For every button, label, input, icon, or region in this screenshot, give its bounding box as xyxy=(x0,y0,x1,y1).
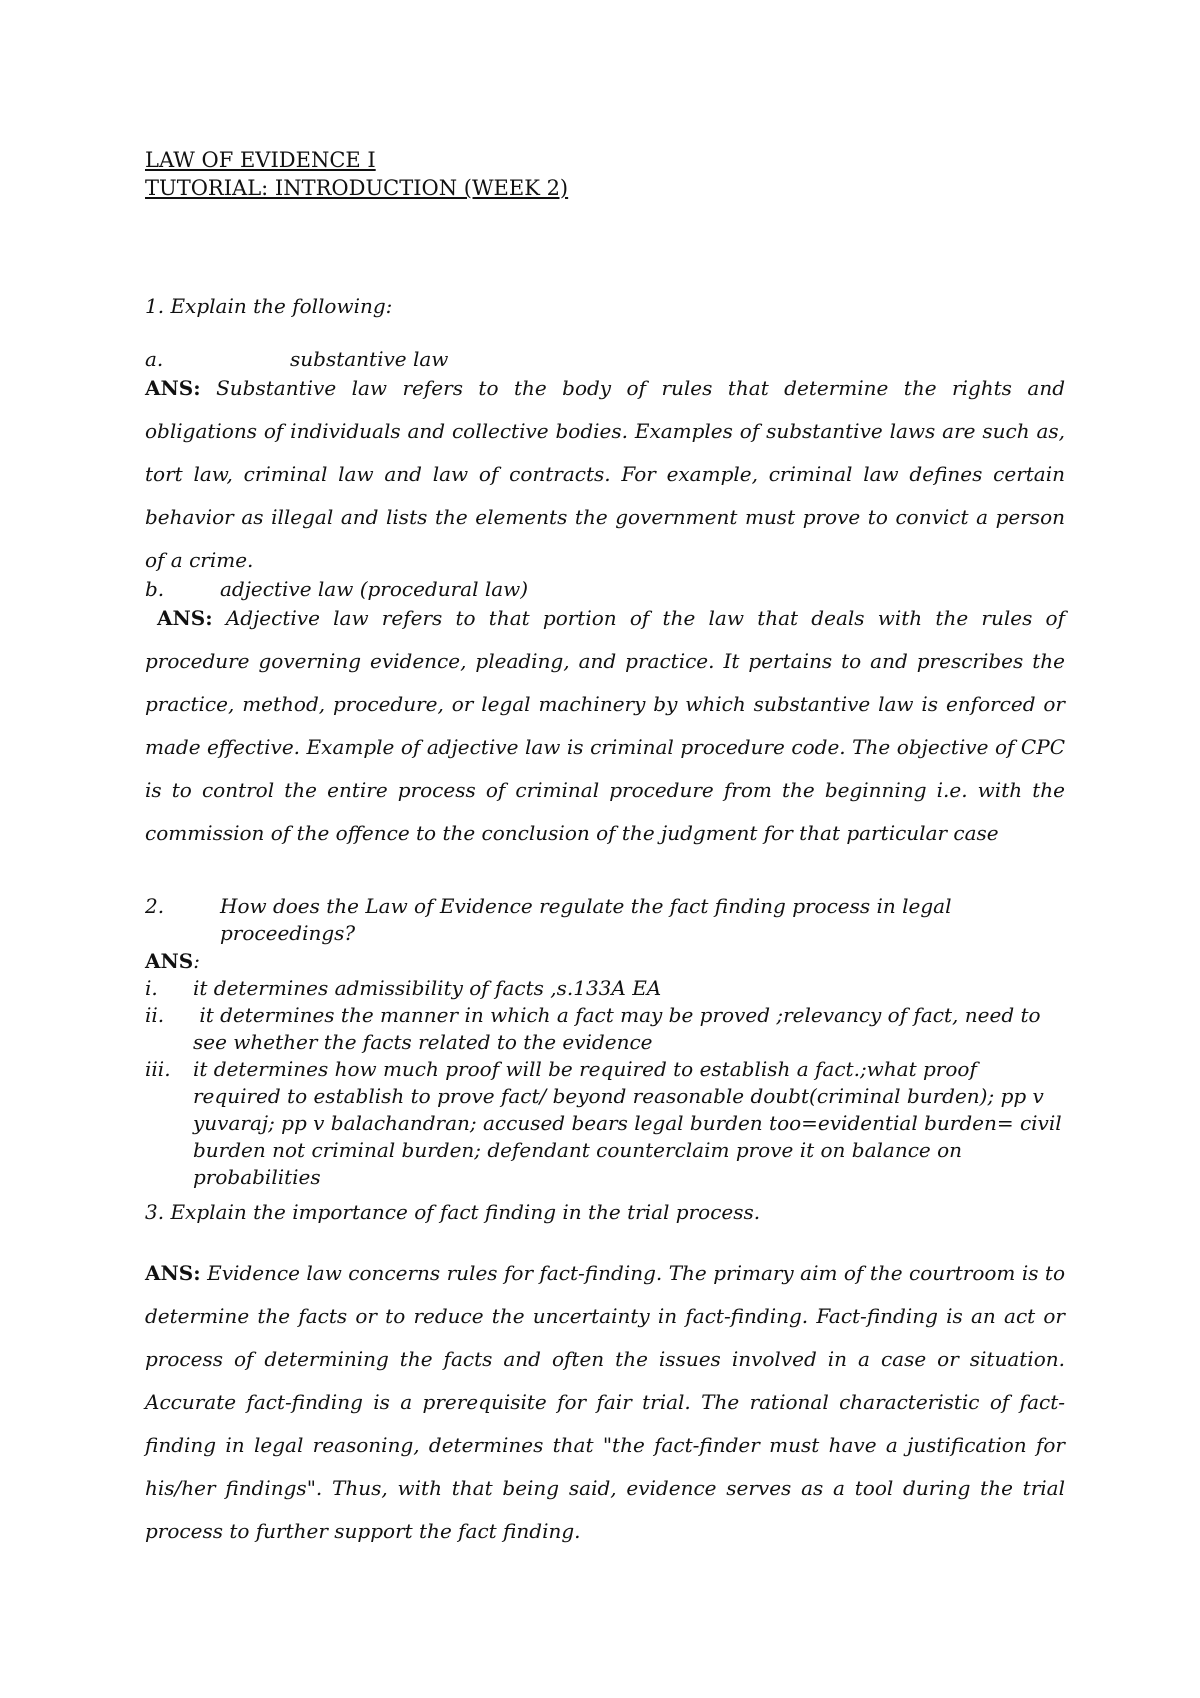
list-text: it determines how much proof will be required to establish a fact.;what proof required to establish to prove fact/ beyond reasonable doubt(criminal burden); pp v yuvaraj; pp v balachandran; accused bears legal burden too=evidential burden= civil burden not criminal burden; defendant counterclaim prove it on balance on probabilities xyxy=(193,1057,1062,1189)
document-header xyxy=(145,146,1065,202)
item-label: b. xyxy=(145,577,165,601)
ans-label: ANS: xyxy=(145,376,201,400)
item-topic: substantive law xyxy=(290,347,449,371)
ans-label: ANS: xyxy=(145,1261,201,1285)
question-number: 2. xyxy=(145,894,165,918)
list-number: ii. xyxy=(145,1003,165,1027)
answer-text: Adjective law refers to that portion of the law that deals with the rules of procedure governing evidence, pleading, and practice. It pertains to and prescribes the practice, method, procedure, or legal machinery by which substantive law is enforced or made effective. Example of adjective law is criminal procedure code. The objective of CPC is to control the entire process of criminal procedure from the beginning i.e. with the commission of the offence to the conclusion of the judgment for that particular case xyxy=(145,606,1066,845)
ans-label: ANS: xyxy=(157,606,213,630)
answer-2-list xyxy=(145,975,1065,1191)
list-number: iii. xyxy=(145,1057,171,1081)
list-number: i. xyxy=(145,976,158,1000)
question-3: 3. Explain the importance of fact finding in the trial process. xyxy=(145,1200,761,1224)
answer-text: Evidence law concerns rules for fact-finding. The primary aim of the courtroom is to determine the facts or to reduce the uncertainty in fact-finding. Fact-finding is an act or process of determining the facts and often the issues involved in a case or situation. Accurate fact-finding is a prerequisite for fair trial. The rational characteristic of fact-finding in legal reasoning, determines that "the fact-finder must have a justification for his/her findings". Thus, with that being said, evidence serves as a tool during the trial process to further support the fact finding. xyxy=(145,1261,1066,1543)
list-text: it determines admissibility of facts ,s.133A EA xyxy=(193,976,662,1000)
list-item xyxy=(145,975,1065,1002)
ans-label: ANS xyxy=(145,949,194,973)
answer-2-label xyxy=(145,948,1065,975)
list-item xyxy=(145,1056,1065,1191)
question-1: 1. Explain the following: xyxy=(145,294,393,318)
tutorial-title: TUTORIAL: INTRODUCTION (WEEK 2) xyxy=(145,176,569,200)
item-topic: adjective law (procedural law) xyxy=(220,577,529,601)
question-2 xyxy=(145,893,1065,947)
list-item xyxy=(145,1002,1065,1056)
list-text: it determines the manner in which a fact may be proved ;relevancy of fact, need to see whether the facts related to the evidence xyxy=(193,1003,1047,1054)
answer-1a xyxy=(145,367,1065,582)
item-label: a. xyxy=(145,347,164,371)
course-title: LAW OF EVIDENCE I xyxy=(145,148,376,172)
answer-text: Substantive law refers to the body of rules that determine the rights and obligations of individuals and collective bodies. Examples of substantive laws are such as, tort law, criminal law and law of contracts. For example, criminal law defines certain behavior as illegal and lists the elements the government must prove to convict a person of a crime. xyxy=(145,376,1065,572)
answer-1b xyxy=(145,597,1065,855)
question-text: How does the Law of Evidence regulate the fact finding process in legal proceedings? xyxy=(220,894,952,945)
ans-colon: : xyxy=(193,949,200,973)
answer-3 xyxy=(145,1252,1065,1553)
